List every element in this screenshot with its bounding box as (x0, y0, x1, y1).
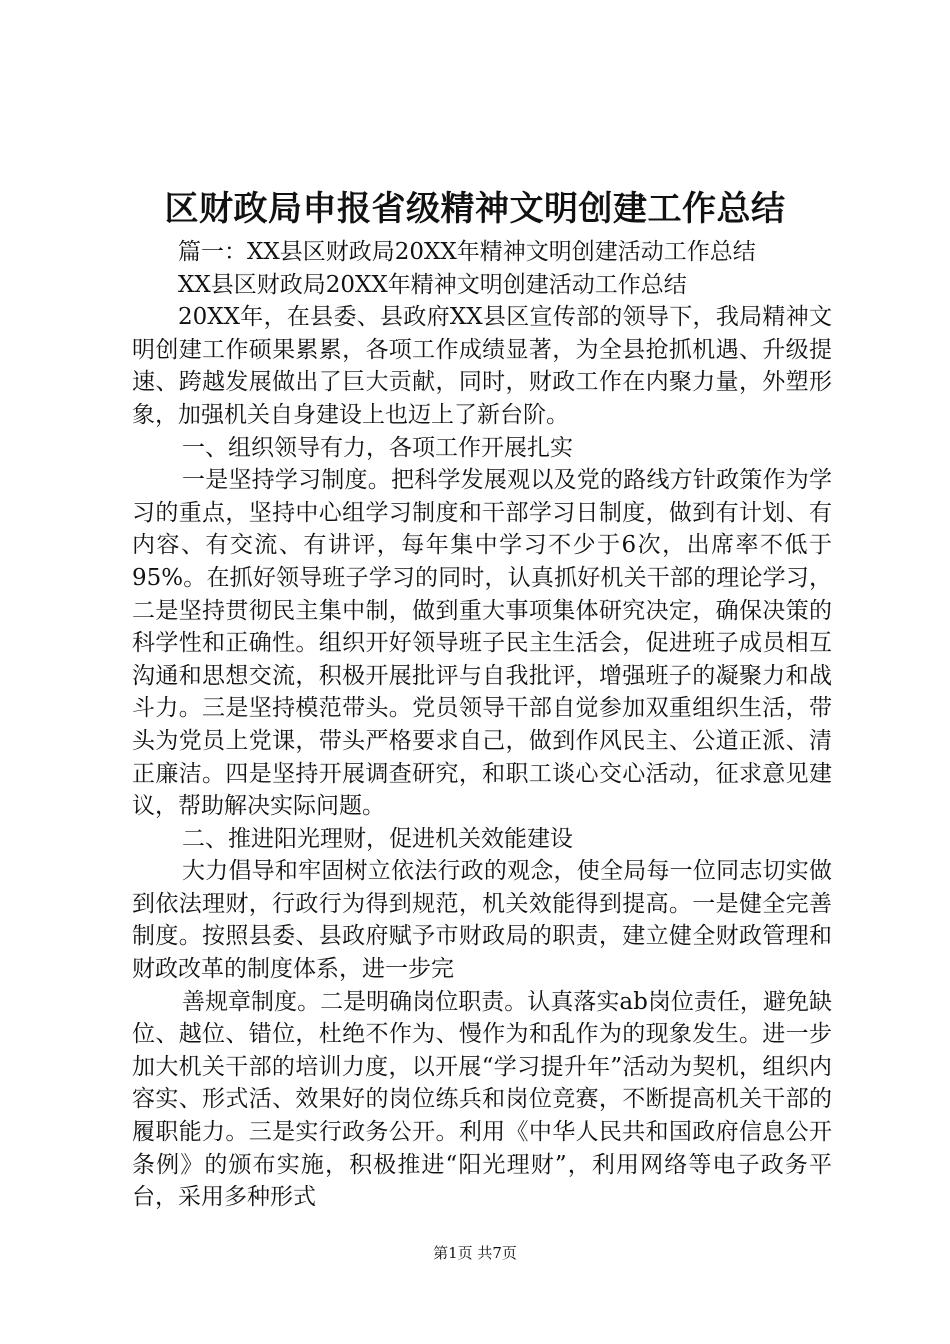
section-heading-2: 二、推进阳光理财，促进机关效能建设 (182, 825, 573, 852)
intro-paragraph: 20XX年，在县委、县政府XX县区宣传部的领导下，我局精神文明创建工作硕果累累，各项工作成绩显著，为全县抢抓机遇、升级提速、跨越发展做出了巨大贡献，同时，财政工作在内聚力量，外塑形象，加强机关自身建设上也迈上了新台阶。 (132, 304, 832, 428)
page-number: 第1页 共7页 (433, 1244, 517, 1262)
chapter-heading: 篇一：XX县区财政局20XX年精神文明创建活动工作总结 (178, 239, 756, 265)
document-title: 区财政局申报省级精神文明创建工作总结 (164, 189, 786, 229)
section-2-paragraph: 大力倡导和牢固树立依法行政的观念，使全局每一位同志切实做到依法理财，行政行为得到规范，机关效能得到提高。一是健全完善制度。按照县委、县政府赋予市财政局的职责，建立健全财政管理和财政改革的制度体系，进一步完 (132, 858, 832, 983)
report-subtitle: XX县区财政局20XX年精神文明创建活动工作总结 (178, 271, 687, 298)
document-body (132, 236, 832, 1214)
section-2-continuation: 善规章制度。二是明确岗位职责。认真落实ab岗位责任，避免缺位、越位、错位，杜绝不作为、慢作为和乱作为的现象发生。进一步加大机关干部的培训力度，以开展“学习提升年”活动为契机，组织内容实、形式活、效果好的岗位练兵和岗位竞赛，不断提高机关干部的履职能力。三是实行政务公开。利用《中华人民共和国政府信息公开条例》的颁布实施，积极推进“阳光理财”，利用网络等电子政务平台，采用多种形式 (132, 988, 832, 1211)
section-heading-1: 一、组织领导有力，各项工作开展扎实 (182, 434, 573, 461)
section-1-paragraph: 一是坚持学习制度。把科学发展观以及党的路线方针政策作为学习的重点，坚持中心组学习制度和干部学习日制度，做到有计划、有内容、有交流、有讲评，每年集中学习不少于6次，出席率不低于95%。在抓好领导班子学习的同时，认真抓好机关干部的理论学习，二是坚持贯彻民主集中制，做到重大事项集体研究决定，确保决策的科学性和正确性。组织开好领导班子民主生活会，促进班子成员相互沟通和思想交流，积极开展批评与自我批评，增强班子的凝聚力和战斗力。三是坚持模范带头。党员领导干部自觉参加双重组织生活，带头为党员上党课，带头严格要求自己，做到作风民主、公道正派、清正廉洁。四是坚持开展调查研究，和职工谈心交心活动，征求意见建议，帮助解决实际问题。 (132, 467, 832, 820)
